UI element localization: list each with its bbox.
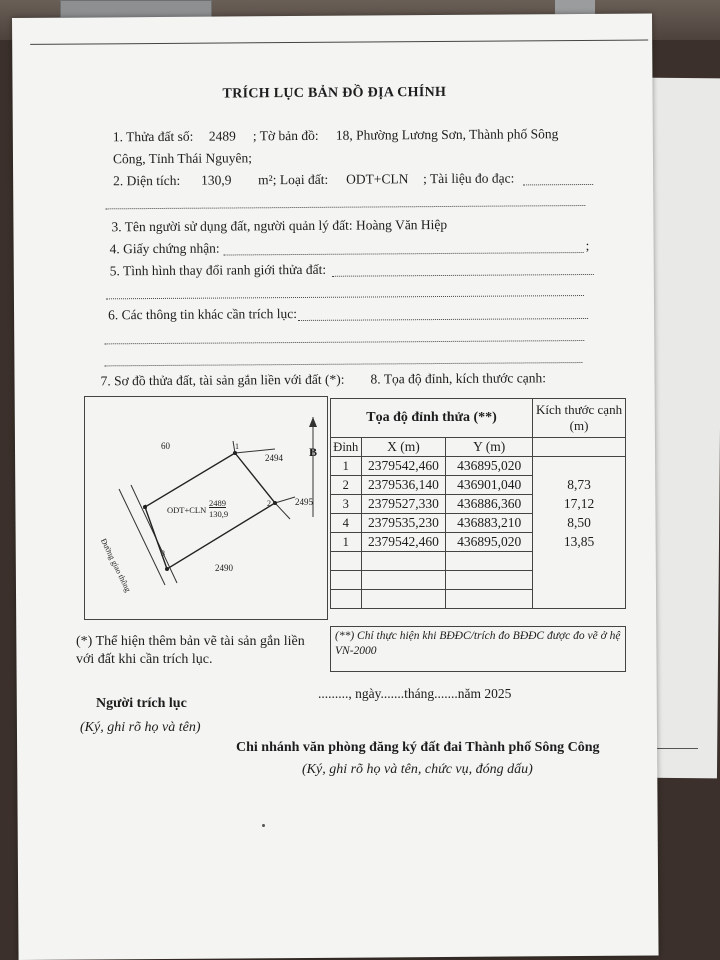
table-row-empty: [331, 552, 626, 571]
dots-other: [298, 318, 588, 321]
owner-line: 3. Tên người sử dụng đất, người quản lý đất: Hoàng Văn Hiệp: [111, 216, 448, 235]
row-4-vertex: 4: [331, 514, 362, 533]
signer-right-title: Chi nhánh văn phòng đăng ký đất đai Thành phố Sông Công: [236, 740, 600, 755]
edge-4: 13,85: [533, 533, 626, 552]
row-2-vertex: 2: [331, 476, 362, 495]
edge-3: 8,50: [533, 514, 626, 533]
row-4-x: 2379535,230: [361, 514, 446, 533]
table-row: [331, 457, 626, 476]
area-value: 130,9: [201, 172, 232, 188]
vertex-1-label: 1: [235, 442, 239, 451]
other-info-label: 6. Các thông tin khác cần trích lục:: [108, 306, 298, 323]
parcel-type-label: ODT+CLN: [167, 505, 207, 515]
dots-other-2: [104, 340, 584, 344]
table-row: [331, 514, 626, 533]
survey-doc-label: ; Tài liệu đo đạc:: [423, 170, 515, 187]
certificate-end: ;: [585, 237, 590, 254]
top-rule: [30, 40, 648, 45]
parcel-area-label: 130,9: [209, 509, 229, 519]
vertex-4-label: 4: [143, 503, 147, 512]
note-star-2: với đất khi cần trích lục.: [76, 652, 213, 667]
neighbor-60: 60: [161, 441, 170, 451]
row-4-y: 436883,210: [446, 514, 533, 533]
row-5-vertex: 1: [331, 533, 362, 552]
address-cont: Công, Tỉnh Thái Nguyên;: [112, 150, 253, 167]
col-y: Y (m): [446, 438, 533, 457]
vertex-3-label: 3: [161, 549, 165, 558]
map-sheet-value: 18, Phường Lương Sơn, Thành phố Sông: [335, 126, 559, 143]
parcel-label: 1. Thửa đất số:: [112, 128, 194, 145]
binder-clip: [60, 0, 212, 18]
date-line: ........., ngày.......tháng.......năm 2025: [318, 686, 512, 701]
row-3-x: 2379527,330: [361, 495, 446, 514]
dots-boundary: [332, 274, 594, 277]
boundary-change-label: 5. Tình hình thay đổi ranh giới thửa đất:: [109, 261, 327, 279]
neighbor-2495: 2495: [295, 497, 313, 507]
note-vn2000: (**) Chỉ thực hiện khi BĐĐC/trích đo BĐĐC được đo vẽ ở hệ VN-2000: [330, 626, 626, 672]
area-label: 2. Diện tích:: [113, 172, 181, 189]
parcel-no-label: 2489: [209, 498, 226, 508]
map-sheet-label: ; Tờ bản đồ:: [252, 127, 319, 144]
vertex-1-dot: [233, 451, 237, 455]
paper-dot: [262, 824, 265, 827]
land-type-label: m²; Loại đất:: [258, 171, 329, 188]
row-1-edge: [533, 457, 626, 476]
row-5-y: 436895,020: [446, 533, 533, 552]
row-1-y: 436895,020: [446, 457, 533, 476]
signer-left-title: Người trích lục: [96, 696, 187, 711]
road-label: Đường giao thông: [98, 537, 133, 594]
document-title: TRÍCH LỤC BẢN ĐỒ ĐỊA CHÍNH: [222, 84, 447, 102]
boundary-ext-4: [275, 503, 290, 519]
land-type-value: ODT+CLN: [346, 171, 409, 187]
row-2-x: 2379536,140: [361, 476, 446, 495]
back-sheet-line: [650, 748, 698, 749]
table-row: [331, 495, 626, 514]
dots-other-3: [104, 362, 582, 366]
vertex-3-dot: [165, 567, 169, 571]
row-5-x: 2379542,460: [361, 533, 446, 552]
north-arrow-head: [309, 417, 317, 427]
dots-certificate: [224, 252, 584, 256]
row-1-x: 2379542,460: [361, 457, 446, 476]
north-label: B: [309, 445, 318, 459]
binder-clip-2: [555, 0, 595, 14]
table-header-side: Kích thước cạnh (m): [533, 399, 626, 438]
road-line-1: [119, 489, 165, 585]
signer-left-sub: (Ký, ghi rõ họ và tên): [80, 720, 201, 735]
col-edge-blank: [533, 438, 626, 457]
edge-1: 8,73: [533, 476, 626, 495]
boundary-ext-3: [275, 497, 295, 503]
dots-survey: [523, 184, 593, 185]
table-row: [331, 476, 626, 495]
certificate-label: 4. Giấy chứng nhận:: [109, 240, 220, 257]
parcel-number: 2489: [208, 128, 236, 144]
row-3-vertex: 3: [331, 495, 362, 514]
table-header-main: Tọa độ đỉnh thửa (**): [331, 399, 533, 438]
table-row: [331, 533, 626, 552]
vertex-2-dot: [273, 501, 277, 505]
row-2-y: 436901,040: [446, 476, 533, 495]
vertex-2-label: 2: [267, 499, 271, 508]
dots-line2b: [105, 205, 585, 209]
coordinate-table: [330, 398, 626, 609]
dots-boundary-2: [106, 295, 584, 299]
table-row-empty: [331, 590, 626, 609]
coord-heading: 8. Tọa độ đỉnh, kích thước cạnh:: [370, 370, 546, 387]
col-x: X (m): [361, 438, 446, 457]
neighbor-2490: 2490: [215, 563, 233, 573]
row-3-y: 436886,360: [446, 495, 533, 514]
signer-right-sub: (Ký, ghi rõ họ và tên, chức vụ, đóng dấu): [302, 762, 533, 777]
sketch-heading: 7. Sơ đồ thửa đất, tài sản gắn liền với đất (*):: [100, 371, 345, 389]
parcel-sketch: [84, 396, 328, 620]
col-vertex: Đỉnh: [331, 438, 362, 457]
table-row-empty: [331, 571, 626, 590]
neighbor-2494: 2494: [265, 453, 283, 463]
row-1-vertex: 1: [331, 457, 362, 476]
note-star-1: (*) Thể hiện thêm bản vẽ tài sản gắn liền: [76, 634, 305, 649]
edge-2: 17,12: [533, 495, 626, 514]
